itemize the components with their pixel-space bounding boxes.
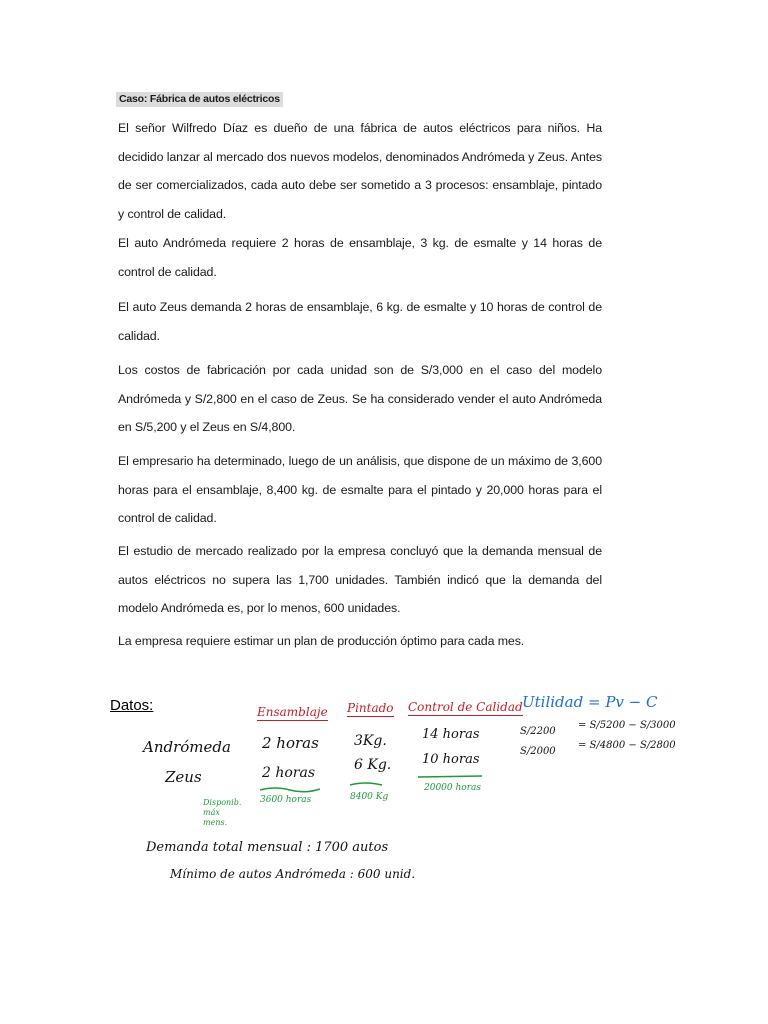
andromeda-costo: S/2200 (520, 726, 556, 737)
zeus-control: 10 horas (422, 752, 480, 767)
datos-label: Datos: (110, 697, 154, 714)
andromeda-utilidad-calc: = S/5200 − S/3000 (578, 720, 676, 731)
handwritten-notes (110, 690, 676, 890)
header-ensamblaje: Ensamblaje (257, 705, 328, 719)
andromeda-paragraph: El auto Andrómeda requiere 2 horas de ensamblaje, 3 kg. de esmalte y 14 horas de control de calidad. (118, 236, 602, 279)
capacity-paragraph: El empresario ha determinado, luego de un análisis, que dispone de un máximo de 3,600 horas para el ensamblaje, 8,400 kg. de esmalte para el pintado y 20,000 horas para el control de calidad. (118, 454, 602, 525)
disponible-pintado: 8400 Kg (350, 792, 389, 802)
objective-paragraph: La empresa requiere estimar un plan de producción óptimo para cada mes. (118, 634, 525, 648)
minimo-andromeda: Mínimo de autos Andrómeda : 600 unid. (170, 867, 416, 881)
zeus-costo: S/2000 (520, 746, 556, 757)
disponible-label: Disponib. máx mens. (203, 798, 242, 827)
demand-paragraph: El estudio de mercado realizado por la empresa concluyó que la demanda mensual de autos eléctricos no supera las 1,700 unidades. También indicó que la demanda del modelo Andrómeda es, por lo menos, 600 unidades. (118, 544, 602, 615)
andromeda-label: Andrómeda (143, 738, 231, 756)
header-utilidad: Utilidad = Pv − C (522, 693, 658, 711)
header-pintado: Pintado (347, 701, 394, 715)
costs-paragraph: Los costos de fabricación por cada unidad son de S/3,000 en el caso del modelo Andrómeda y S/2,800 en el caso de Zeus. Se ha considerado vender el auto Andrómeda en S/5,200 y el Zeus en S/4,800. (118, 363, 602, 434)
zeus-pintado: 6 Kg. (354, 757, 392, 773)
intro-paragraph: El señor Wilfredo Díaz es dueño de una fábrica de autos eléctricos para niños. Ha decidido lanzar al mercado dos nuevos modelos, denominados Andrómeda y Zeus. Antes de ser comercializados, cada auto debe ser sometido a 3 procesos: ensamblaje, pintado y control de calidad. (118, 121, 602, 221)
zeus-paragraph: El auto Zeus demanda 2 horas de ensamblaje, 6 kg. de esmalte y 10 horas de control de calidad. (118, 300, 602, 343)
disponible-control: 20000 horas (424, 783, 481, 793)
andromeda-ensamblaje: 2 horas (262, 734, 319, 752)
disponible-ensamblaje: 3600 horas (260, 795, 312, 805)
demanda-total: Demanda total mensual : 1700 autos (146, 840, 389, 855)
zeus-ensamblaje: 2 horas (262, 765, 316, 781)
header-control-calidad: Control de Calidad (408, 700, 523, 714)
zeus-label: Zeus (165, 768, 202, 786)
andromeda-pintado: 3Kg. (354, 733, 387, 749)
zeus-utilidad-calc: = S/4800 − S/2800 (578, 740, 676, 751)
case-title: Caso: Fábrica de autos eléctricos (116, 92, 283, 107)
andromeda-control: 14 horas (422, 727, 480, 742)
